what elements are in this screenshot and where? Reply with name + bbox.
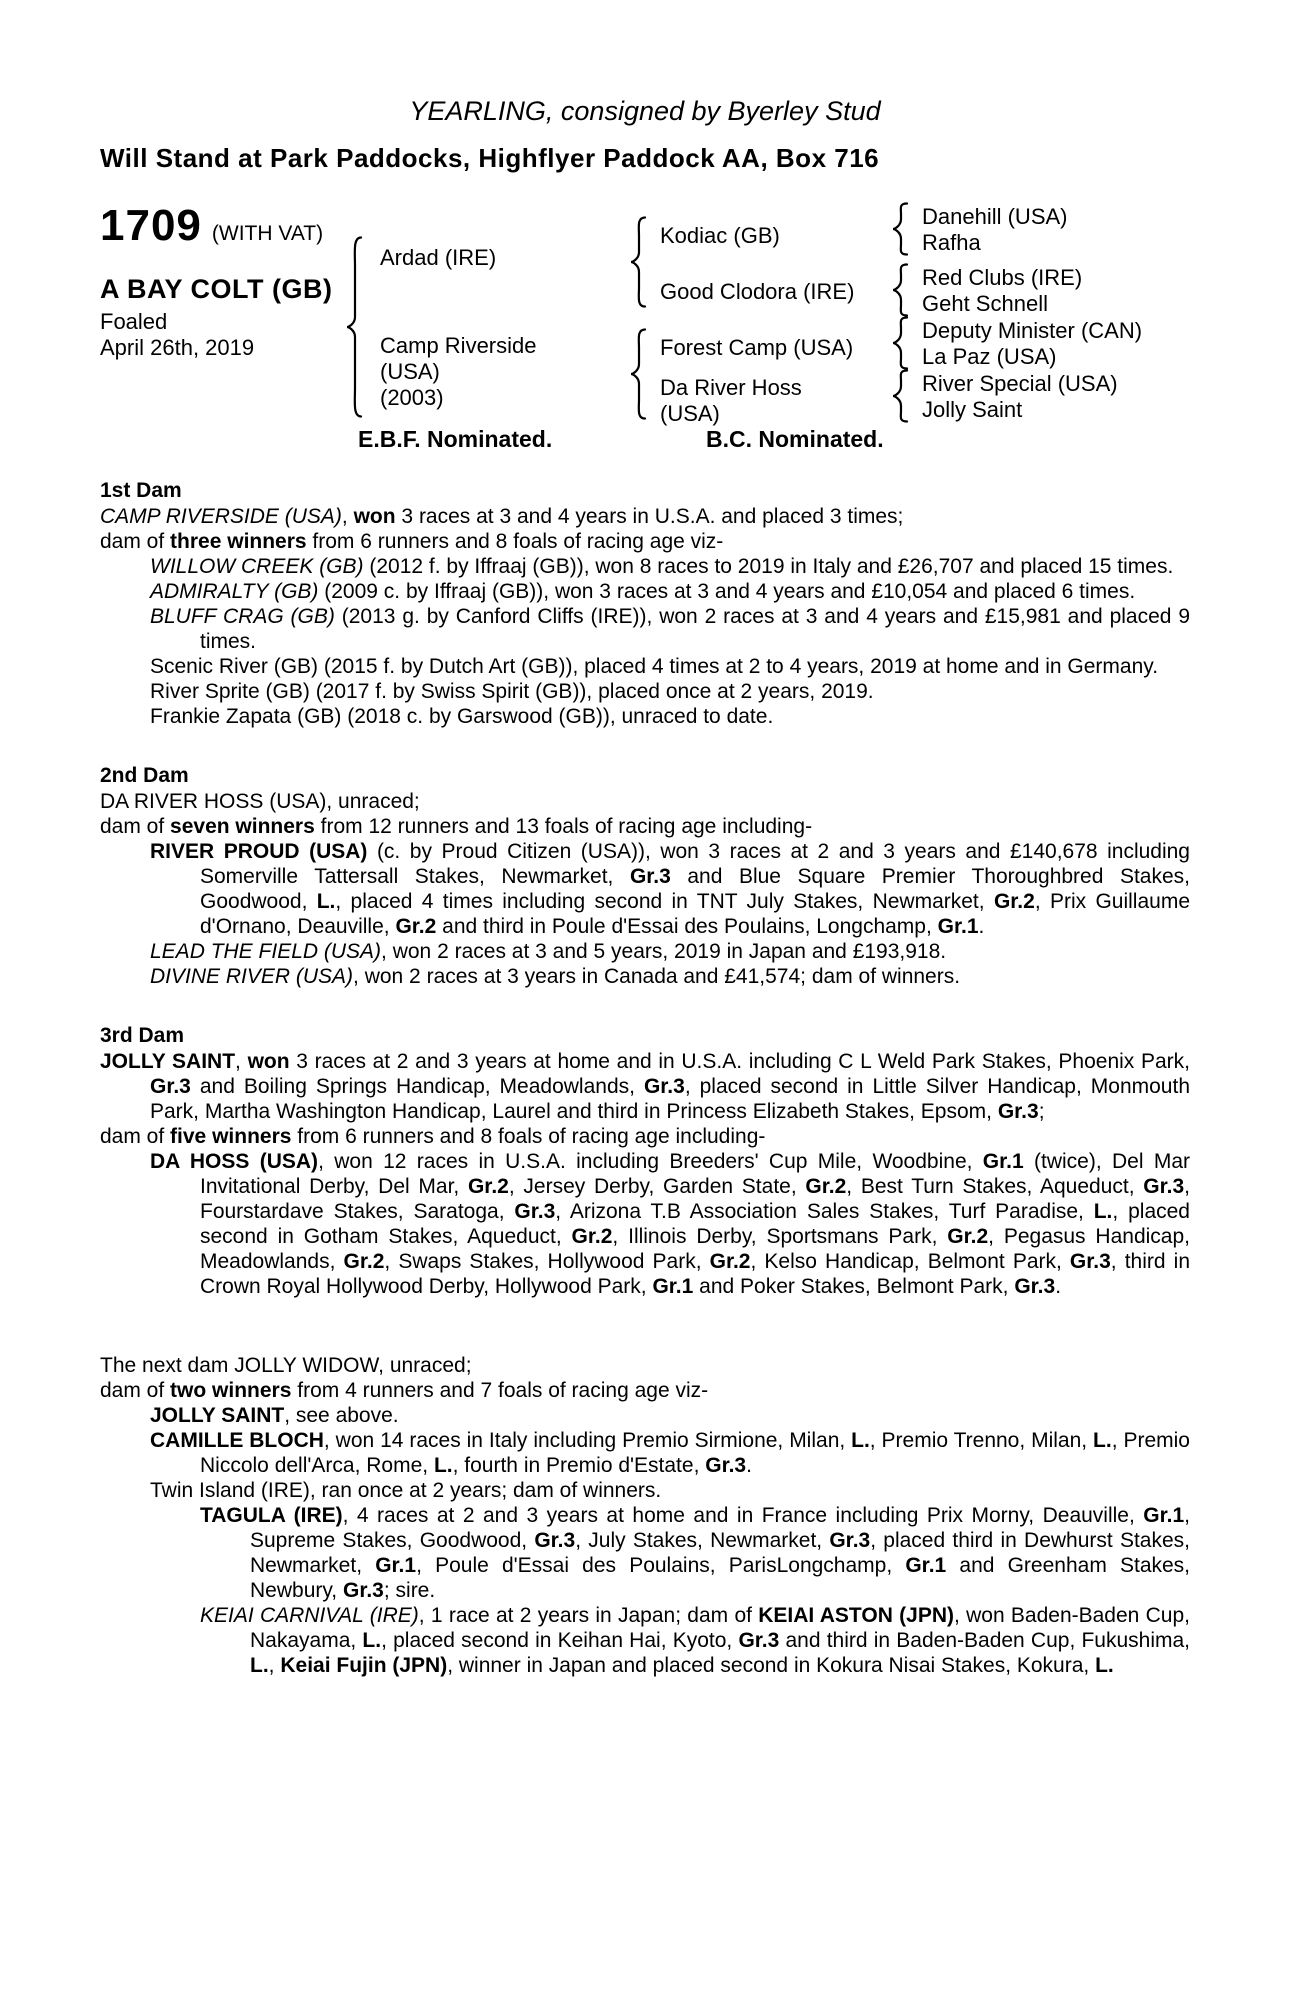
foaled-label: Foaled bbox=[100, 309, 168, 334]
pedigree-paragraph: River Sprite (GB) (2017 f. by Swiss Spirit (GB)), placed once at 2 years, 2019. bbox=[150, 680, 874, 703]
pedigree-dam-sire-dam: La Paz (USA) bbox=[922, 344, 1057, 369]
pedigree-sire-sire-sire: Danehill (USA) bbox=[922, 204, 1068, 229]
pedigree-paragraph: The next dam JOLLY WIDOW, unraced; bbox=[100, 1354, 472, 1377]
pedigree-sire-sire-dam: Rafha bbox=[922, 230, 981, 255]
pedigree-paragraph: BLUFF CRAG (GB) (2013 g. by Canford Cliffs (IRE)), won 2 races at 3 and 4 years and £15,981 and placed 9 times. bbox=[150, 605, 1191, 653]
vat-note: (WITH VAT) bbox=[211, 222, 324, 245]
pedigree-dam-dam-sire: River Special (USA) bbox=[922, 371, 1118, 396]
pedigree-sire-sire: Kodiac (GB) bbox=[660, 223, 780, 248]
pedigree-paragraph: KEIAI CARNIVAL (IRE), 1 race at 2 years in Japan; dam of KEIAI ASTON (JPN), won Baden-Baden Cup, Nakayama, L., placed second in Keihan Hai, Kyoto, Gr.3 and third in Baden-Baden Cup, Fukushima, L., Keiai Fujin (JPN), winner in Japan and placed second in Kokura Nisai Stakes, Kokura, L. bbox=[200, 1604, 1191, 1677]
pedigree-paragraph: Scenic River (GB) (2015 f. by Dutch Art (GB)), placed 4 times at 2 to 4 years, 2019 at home and in Germany. bbox=[150, 655, 1159, 678]
bc-nominated-note: B.C. Nominated. bbox=[706, 426, 884, 452]
stand-location-line: Will Stand at Park Paddocks, Highflyer Paddock AA, Box 716 bbox=[100, 143, 880, 173]
pedigree-paragraph: ADMIRALTY (GB) (2009 c. by Iffraaj (GB)), won 3 races at 3 and 4 years and £10,054 and placed 6 times. bbox=[150, 580, 1136, 603]
pedigree-paragraph: LEAD THE FIELD (USA), won 2 races at 3 and 5 years, 2019 in Japan and £193,918. bbox=[150, 940, 947, 963]
pedigree-paragraph: DA RIVER HOSS (USA), unraced; bbox=[100, 790, 420, 813]
pedigree-paragraph: dam of five winners from 6 runners and 8 foals of racing age including- bbox=[100, 1125, 766, 1148]
pedigree-paragraph: WILLOW CREEK (GB) (2012 f. by Iffraaj (GB)), won 8 races to 2019 in Italy and £26,707 and placed 15 times. bbox=[150, 555, 1174, 578]
pedigree-sire-dam-dam: Geht Schnell bbox=[922, 291, 1048, 316]
pedigree-paragraph: CAMILLE BLOCH, won 14 races in Italy including Premio Sirmione, Milan, L., Premio Trenno, Milan, L., Premio Niccolo dell'Arca, Rome, L., fourth in Premio d'Estate, Gr.3. bbox=[150, 1429, 1190, 1477]
pedigree-paragraph: DIVINE RIVER (USA), won 2 races at 3 years in Canada and £41,574; dam of winners. bbox=[150, 965, 961, 988]
pedigree-brace-g3-1 bbox=[892, 202, 908, 256]
pedigree-dam-sire: Forest Camp (USA) bbox=[660, 335, 854, 360]
pedigree-paragraph: dam of seven winners from 12 runners and 13 foals of racing age including- bbox=[100, 815, 813, 838]
pedigree-dam-sire-sire: Deputy Minister (CAN) bbox=[922, 318, 1143, 343]
pedigree-dam-line1: Camp Riverside bbox=[380, 333, 537, 358]
pedigree-paragraph: DA HOSS (USA), won 12 races in U.S.A. including Breeders' Cup Mile, Woodbine, Gr.1 (twice), Del Mar Invitational Derby, Del Mar, Gr.2, Jersey Derby, Garden State, Gr.2, Best Turn Stakes, Aqueduct, Gr.3, Fourstardave Stakes, Saratoga, Gr.3, Arizona T.B Association Sales Stakes, Turf Paradise, L., placed second in Gotham Stakes, Aqueduct, Gr.2, Illinois Derby, Sportsmans Park, Gr.2, Pegasus Handicap, Meadowlands, Gr.2, Swaps Stakes, Hollywood Park, Gr.2, Kelso Handicap, Belmont Park, Gr.3, third in Crown Royal Hollywood Derby, Hollywood Park, Gr.1 and Poker Stakes, Belmont Park, Gr.3. bbox=[150, 1150, 1191, 1298]
pedigree-dam-line2: (USA) bbox=[380, 359, 440, 384]
pedigree-dam-line3: (2003) bbox=[380, 385, 444, 410]
dam-section-1 bbox=[100, 478, 1190, 729]
colt-description: A BAY COLT (GB) bbox=[100, 274, 333, 304]
section-heading: 2nd Dam bbox=[100, 764, 189, 787]
pedigree-brace-g3-4 bbox=[892, 369, 908, 423]
pedigree-brace-dam bbox=[630, 328, 646, 420]
pedigree-brace-sire bbox=[630, 216, 646, 308]
pedigree-paragraph: TAGULA (IRE), 4 races at 2 and 3 years at home and in France including Prix Morny, Deauville, Gr.1, Supreme Stakes, Goodwood, Gr.3, July Stakes, Newmarket, Gr.3, placed third in Dewhurst Stakes, Newmarket, Gr.1, Poule d'Essai des Poulains, ParisLongchamp, Gr.1 and Greenham Stakes, Newbury, Gr.3; sire. bbox=[200, 1504, 1191, 1602]
ebf-nominated-note: E.B.F. Nominated. bbox=[358, 426, 553, 452]
pedigree-dam-dam-dam: Jolly Saint bbox=[922, 397, 1023, 422]
pedigree-paragraph: RIVER PROUD (USA) (c. by Proud Citizen (USA)), won 3 races at 2 and 3 years and £140,678 including Somerville Tattersall Stakes, Newmarket, Gr.3 and Blue Square Premier Thoroughbred Stakes, Goodwood, L., placed 4 times including second in TNT July Stakes, Newmarket, Gr.2, Prix Guillaume d'Ornano, Deauville, Gr.2 and third in Poule d'Essai des Poulains, Longchamp, Gr.1. bbox=[150, 840, 1190, 938]
page-title: YEARLING, consigned by Byerley Stud bbox=[409, 96, 881, 126]
section-heading: 1st Dam bbox=[100, 479, 182, 502]
dam-section-3 bbox=[100, 1023, 1190, 1299]
lot-header bbox=[100, 201, 324, 250]
pedigree-brace-g3-3 bbox=[892, 316, 908, 370]
pedigree-sire-dam: Good Clodora (IRE) bbox=[660, 279, 855, 304]
sections bbox=[100, 478, 1190, 1678]
pedigree-dam-dam-line2: (USA) bbox=[660, 401, 720, 426]
section-heading: 3rd Dam bbox=[100, 1024, 185, 1047]
pedigree-paragraph: JOLLY SAINT, won 3 races at 2 and 3 years at home and in U.S.A. including C L Weld Park Stakes, Phoenix Park, Gr.3 and Boiling Springs Handicap, Meadowlands, Gr.3, placed second in Little Silver Handicap, Monmouth Park, Martha Washington Handicap, Laurel and third in Princess Elizabeth Stakes, Epsom, Gr.3; bbox=[100, 1050, 1190, 1123]
pedigree-dam-dam-line1: Da River Hoss bbox=[660, 375, 802, 400]
lot-number: 1709 bbox=[100, 201, 202, 250]
pedigree-sire: Ardad (IRE) bbox=[380, 245, 497, 270]
pedigree-paragraph: Frankie Zapata (GB) (2018 c. by Garswood (GB)), unraced to date. bbox=[150, 705, 774, 728]
dam-section-2 bbox=[100, 763, 1190, 989]
pedigree-paragraph: CAMP RIVERSIDE (USA), won 3 races at 3 and 4 years in U.S.A. and placed 3 times; bbox=[100, 505, 904, 528]
pedigree-brace-g3-2 bbox=[892, 263, 908, 317]
pedigree-sire-dam-sire: Red Clubs (IRE) bbox=[922, 265, 1083, 290]
pedigree-chart bbox=[100, 188, 1190, 458]
pedigree-paragraph: JOLLY SAINT, see above. bbox=[150, 1404, 399, 1427]
dam-section-4 bbox=[100, 1353, 1190, 1678]
pedigree-paragraph: dam of three winners from 6 runners and 8 foals of racing age viz- bbox=[100, 530, 724, 553]
foaled-date: April 26th, 2019 bbox=[100, 335, 255, 360]
pedigree-paragraph: dam of two winners from 4 runners and 7 foals of racing age viz- bbox=[100, 1379, 709, 1402]
pedigree-brace-main bbox=[346, 236, 362, 418]
pedigree-paragraph: Twin Island (IRE), ran once at 2 years; dam of winners. bbox=[150, 1479, 662, 1502]
